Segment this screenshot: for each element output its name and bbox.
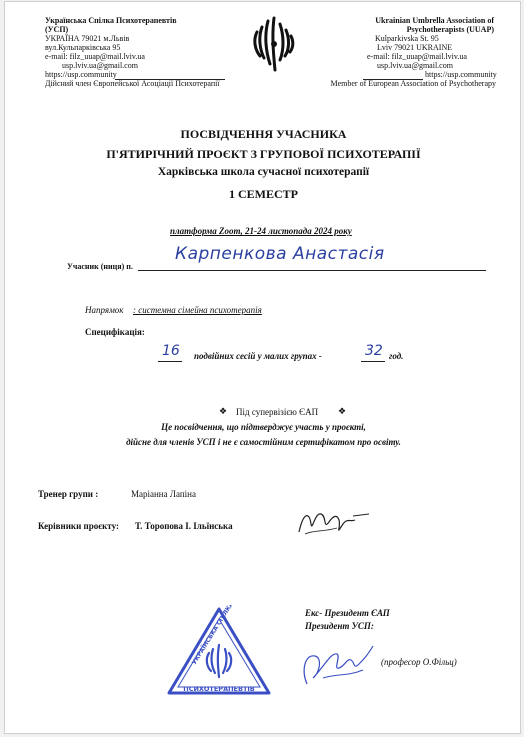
supervision-text: Під супервізією ЄАП (236, 407, 319, 417)
sessions-count: 16 (162, 343, 180, 359)
stamp-logo-icon (207, 645, 231, 677)
school-title: Харківська школа сучасної психотерапії (157, 166, 370, 178)
supervision-bullet-left-icon: ❖ (219, 406, 228, 416)
statement-line1: Це посвідчення, що підтверджує участь у проєкті, (161, 422, 366, 432)
header-right-email2: usp.lviv.ua@gmail.com (377, 61, 453, 70)
platform-date: платформа Zoom, 21-24 листопада 2024 року (170, 226, 352, 236)
header-right-address1: Kulparkivska St. 95 (375, 34, 439, 43)
stamp-top-text: УКРАЇНСЬКА СПІЛКА (190, 605, 236, 667)
trainer-label: Тренер групи : (38, 489, 99, 499)
hours-underline (361, 361, 385, 362)
statement-line2: дійсне для членів УСП і не є самостійним сертифікатом про освіту. (126, 437, 401, 447)
semester-title: 1 СЕМЕСТР (229, 187, 298, 201)
direction-label: Напрямок (85, 305, 124, 315)
header-left-org-abbr: (УСП) (45, 25, 69, 34)
header-left-address1: УКРАЇНА 79021 м.Львів (45, 34, 130, 43)
participant-underline (138, 270, 486, 271)
header-right-address2: Lviv 79021 UKRAINE (377, 43, 453, 52)
certificate-page (4, 1, 521, 734)
certificate-title: ПОСВІДЧЕННЯ УЧАСНИКА (180, 127, 347, 141)
header-left-address2: вул.Кульпарківська 95 (45, 43, 121, 52)
direction-value: : системна сімейна психотерапія (133, 305, 262, 315)
president-title-line1: Екс- Президент ЄАП (305, 608, 390, 618)
president-signature (293, 634, 383, 690)
project-title: П'ЯТИРІЧНИЙ ПРОЄКТ З ГРУПОВОЇ ПСИХОТЕРАПІЇ (106, 147, 421, 161)
president-name: (професор О.Фільц) (381, 657, 457, 667)
header-right-org-abbr: Psychotherapists (UUAP) (406, 25, 494, 34)
specification-label: Специфікація: (85, 327, 145, 337)
hours-count: 32 (365, 343, 383, 359)
participant-label: Учасник (ниця) п. (67, 262, 133, 271)
header-left-email2: usp.lviv.ua@gmail.com (62, 61, 138, 70)
header-left-website: https://usp.community (45, 70, 117, 79)
header-left-org-name: Українська Спілка Психотерапевтів (45, 16, 177, 25)
sessions-underline (158, 361, 182, 362)
association-logo (251, 16, 297, 74)
header-right-email1: e-mail: filz_uuap@mail.lviv.ua (367, 52, 467, 61)
leaders-label: Керівники проєкту: (38, 521, 119, 531)
trainer-name: Маріанна Лапіна (131, 489, 196, 499)
hours-unit: год. (389, 351, 404, 361)
president-title-line2: Президент УСП: (305, 621, 374, 631)
logo-figure-icon (251, 16, 297, 74)
header-right-membership: Member of European Association of Psychotherapy (330, 79, 496, 88)
sessions-text: подвійних сесій у малих групах - (194, 351, 322, 361)
header-left-membership: Дійсний член Європейської Асоціації Психотерапії (45, 79, 220, 88)
supervision-bullet-right-icon: ❖ (338, 406, 347, 416)
stamp (165, 605, 273, 697)
header-right-website: https://usp.community (425, 70, 497, 79)
header-right-org-name: Ukrainian Umbrella Association of (375, 16, 494, 25)
stamp-bottom-text: ПСИХОТЕРАПЕВТІВ (183, 685, 255, 693)
leaders-signature (293, 502, 373, 544)
leaders-names: Т. Торопова І. Ільїнська (135, 521, 233, 531)
participant-name: Карпенкова Анастасія (175, 244, 385, 264)
header-left-email1: e-mail: filz_uuap@mail.lviv.ua (45, 52, 145, 61)
